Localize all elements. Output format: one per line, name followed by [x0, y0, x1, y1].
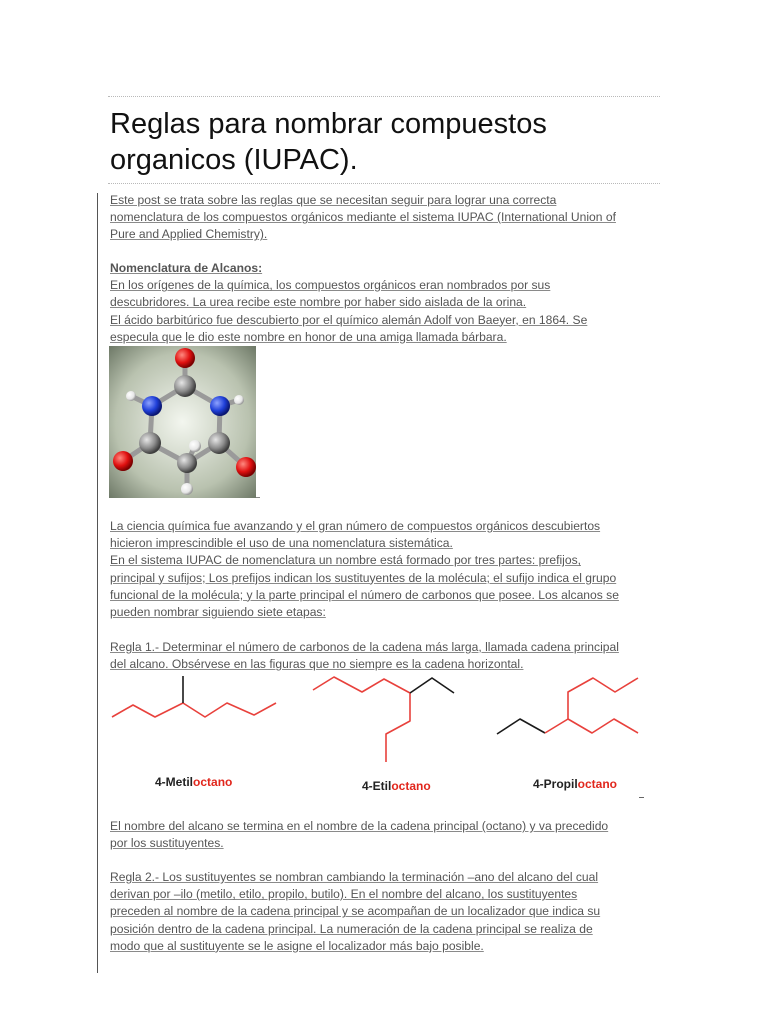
text-line: Pure and Applied Chemistry). [110, 227, 268, 242]
text-line: pueden nombrar siguiendo siete etapas: [110, 605, 326, 620]
ciencia-paragraph [110, 518, 658, 621]
label-etiloctano: 4-Etiloctano [362, 779, 431, 793]
text-line: modo que al sustituyente se le asigne el localizador más bajo posible. [110, 938, 484, 953]
carbon-atom [177, 453, 197, 473]
text-line: funcional de la molécula; y la parte principal el número de carbonos que posee. Los alcanos se [110, 587, 619, 602]
main-chain-metil [112, 703, 276, 717]
regla2-paragraph [110, 869, 658, 955]
text-line: Regla 1.- Determinar el número de carbonos de la cadena más larga, llamada cadena principal [110, 640, 619, 654]
hydrogen-atom [189, 440, 201, 452]
text-line: posición dentro de la cadena principal. La numeración de la cadena principal se realiza de [110, 921, 593, 936]
carbon-atom [139, 432, 161, 454]
text-line: por los sustituyentes. [110, 836, 224, 851]
image-link-underline [256, 497, 260, 498]
text-line: En los orígenes de la química, los compuestos orgánicos eran nombrados por sus [110, 278, 551, 293]
figure-link-underline [639, 797, 644, 798]
nitrogen-atom [210, 396, 230, 416]
intro-paragraph [110, 192, 658, 244]
barbituric-acid-molecule-image [109, 346, 256, 498]
alcanos-heading: Nomenclatura de Alcanos: [110, 261, 263, 275]
carbon-atom [208, 432, 230, 454]
hydrogen-atom [126, 391, 136, 401]
text-line: hicieron imprescindible el uso de una nomenclatura sistemática. [110, 536, 453, 551]
alkane-chain-figure [108, 668, 660, 808]
text-line: nomenclatura de los compuestos orgánicos mediante el sistema IUPAC (International Union of [110, 210, 616, 225]
ethyl-branch [410, 678, 454, 693]
page-title [110, 106, 670, 178]
label-metiloctano: 4-Metiloctano [155, 775, 233, 789]
nitrogen-atom [142, 396, 162, 416]
text-line: En el sistema IUPAC de nomenclatura un nombre está formado por tres partes: prefijos, [110, 553, 581, 568]
text-line: La ciencia química fue avanzando y el gran número de compuestos orgánicos descubiertos [110, 519, 601, 533]
oxygen-atom [236, 457, 256, 477]
propyl-branch [497, 719, 545, 734]
title-line: organicos (IUPAC). [110, 144, 358, 176]
top-dotted-rule [108, 96, 660, 97]
main-chain-propil [545, 719, 638, 733]
text-line: Regla 2.- Los sustituyentes se nombran cambiando la terminación –ano del alcano del cual [110, 870, 599, 884]
main-chain-etil [313, 677, 410, 762]
title-line: Reglas para nombrar compuestos [110, 108, 547, 140]
text-line: especula que le dio este nombre en honor de una amiga llamada bárbara. [110, 329, 507, 344]
text-line: derivan por –ilo (metilo, etilo, propilo, butilo). En el nombre del alcano, los sustituyentes [110, 887, 578, 902]
text-line: principal y sufijos; Los prefijos indican los sustituyentes de la molécula; el sufijo indica el grupo [110, 570, 617, 585]
carbon-atom [174, 375, 196, 397]
text-line: El nombre del alcano se termina en el nombre de la cadena principal (octano) y va precedido [110, 819, 609, 833]
label-propiloctano: 4-Propiloctano [533, 777, 618, 791]
title-dotted-rule [108, 183, 660, 184]
hydrogen-atom [234, 395, 244, 405]
text-line: El ácido barbitúrico fue descubierto por el químico alemán Adolf von Baeyer, en 1864. Se [110, 312, 588, 327]
text-line: del alcano. Obsérvese en las figuras que no siempre es la cadena horizontal. [110, 657, 524, 672]
alcanos-section [110, 260, 658, 346]
left-margin-bar [97, 193, 98, 973]
main-chain-propil-up [568, 678, 638, 719]
text-line: preceden al nombre de la cadena principal y se acompañan de un localizador que indica su [110, 904, 601, 919]
text-line: descubridores. La urea recibe este nombre por haber sido aislada de la orina. [110, 295, 527, 310]
oxygen-atom [113, 451, 133, 471]
text-line: Este post se trata sobre las reglas que se necesitan seguir para lograr una correcta [110, 193, 557, 207]
oxygen-atom [175, 348, 195, 368]
hydrogen-atom [181, 483, 193, 495]
nombre-paragraph [110, 818, 658, 852]
